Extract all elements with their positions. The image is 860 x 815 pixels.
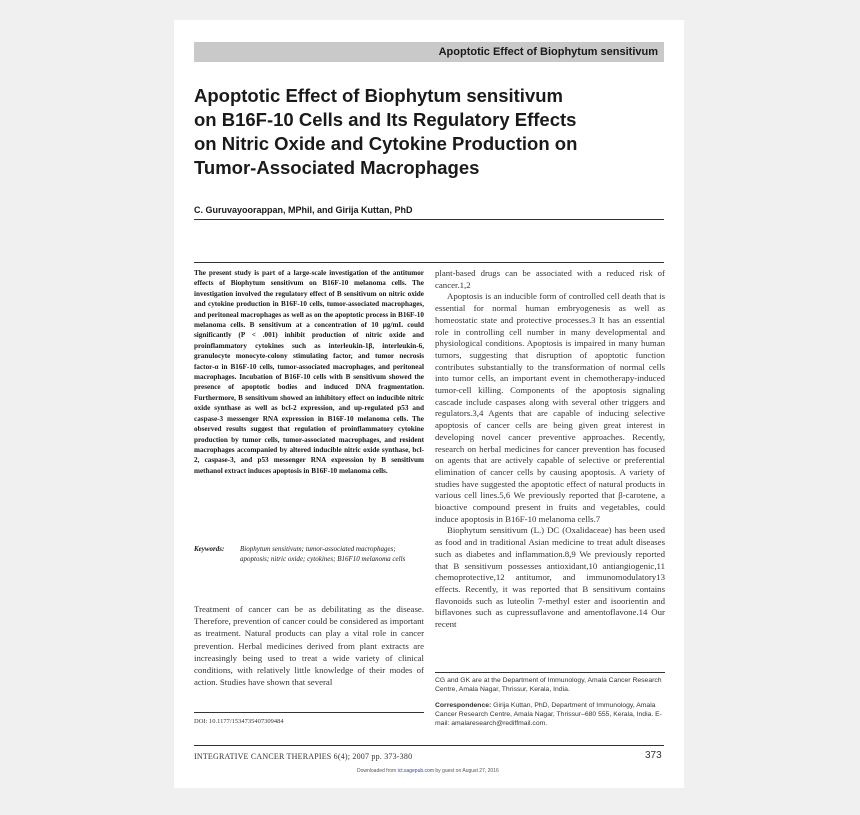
footnote-correspondence: [435, 701, 665, 728]
title-line-2: on B16F-10 Cells and Its Regulatory Effects: [194, 109, 577, 130]
doi: DOI: 10.1177/1534735407309484: [194, 718, 284, 725]
keywords-label: Keywords:: [194, 545, 225, 553]
rule-under-authors: [194, 219, 664, 220]
rule-above-abstract: [194, 262, 664, 263]
rule-above-footnotes: [435, 672, 665, 673]
footer-journal: INTEGRATIVE CANCER THERAPIES 6(4); 2007 pp. 373-380: [194, 752, 413, 761]
title-line-1: Apoptotic Effect of Biophytum sensitivum: [194, 85, 563, 106]
rule-above-doi: [194, 712, 424, 713]
authors: C. Guruvayoorappan, MPhil, and Girija Kuttan, PhD: [194, 205, 413, 215]
keywords-text: Biophytum sensitivum; tumor-associated macrophages; apoptosis; nitric oxide; cytokines; B16F10 melanoma cells: [240, 545, 406, 563]
page-number: 373: [645, 750, 662, 761]
right-paragraph-1: plant-based drugs can be associated with a reduced risk of cancer.1,2: [435, 268, 665, 290]
download-suffix: by guest on August 27, 2016: [435, 768, 499, 774]
download-notice: [357, 768, 499, 774]
title-line-4: Tumor-Associated Macrophages: [194, 157, 480, 178]
footnote-affiliation: CG and GK are at the Department of Immunology, Amala Cancer Research Centre, Amala Nagar, Thrissur, Kerala, India.: [435, 677, 662, 693]
download-link[interactable]: ict.sagepub.com: [397, 768, 434, 774]
title-line-3: on Nitric Oxide and Cytokine Production on: [194, 133, 578, 154]
running-head: Apoptotic Effect of Biophytum sensitivum: [194, 42, 664, 62]
rule-above-footer: [194, 745, 664, 746]
right-paragraph-2: Apoptosis is an inducible form of controlled cell death that is essential for normal human embryogenesis as well as homeostatic state and protective processes.3 It has an essential role in controlling cell number in many developmental and physiological conditions. Apoptosis is impaired in many human tumors, suggesting that disruption of apoptotic function contributes substantially to the transformation of normal cells into tumor cells, an important event in chemotherapy-induced tumor-cell killing. Components of the apoptosis signaling cascade include caspases along with several other triggers and regulators.3,4 Agents that are capable of inducing selective apoptosis of cancer cells are being given great interest in developing novel cancer preventive approaches. Recently, research on herbal medicines for cancer prevention has focused on agents that are actively capable of selective or preferential elimination of cancer cells by causing apoptosis. A variety of studies have suggested the apoptotic effect of natural products in various cell lines.5,6 We previously reported that β-carotene, a bioactive compound present in fruits and vegetables, could induce apoptosis in B16F-10 melanoma cells.7: [435, 291, 665, 524]
right-paragraph-3: Biophytum sensitivum (L.) DC (Oxalidaceae) has been used as food and in traditional Asian medicine to treat adult diseases such as diabetes and inflammation.8,9 We previously reported that B sensitivum possesses antioxidant,10 antiangiogenic,11 chemoprotective,12 antitumor, and immunomodulatory13 effects. Recently, it was reported that B sensitivum contains flavonoids such as luteolin 7-methyl ester and isoorientin and biflavones such as cupressuflavone and amentoflavone.14 Our recent: [435, 525, 665, 630]
intro-paragraph: Treatment of cancer can be as debilitating as the disease. Therefore, prevention of cancer could be considered as important as treatment. Natural products can play a vital role in cancer prevention. Herbal medicines derived from plant extracts are increasingly being used to treat a wide variety of clinical conditions, with relatively little knowledge of their modes of action. Studies have shown that several: [194, 604, 424, 688]
right-column: [435, 268, 665, 631]
correspondence-text: Girija Kuttan, PhD, Department of Immunology, Amala Cancer Research Centre, Amala Nagar, Thrissur–680 555, Kerala, India. E-mail: amalaresearch@rediffmail.com.: [435, 702, 662, 727]
keywords-block: [194, 544, 424, 564]
download-prefix: Downloaded from: [357, 768, 397, 774]
correspondence-label: Correspondence:: [435, 702, 492, 709]
article-title: [194, 84, 664, 180]
abstract: The present study is part of a large-scale investigation of the antitumor effects of Biophytum sensitivum on B16F-10 melanoma cells. The investigation involved the regulatory effect of B sensitivum on nitric oxide and cytokine production in B16F-10 cells, tumor-associated macrophages, and peritoneal macrophages as well as on the apoptotic process in B16F-10 melanoma cells. B sensitivum at a concentration of 10 μg/mL could significantly (P < .001) inhibit production of nitric oxide and proinflammatory cytokines such as interleukin-1β, interleukin-6, granulocyte monocyte-colony stimulating factor, and tumor necrosis factor-α in B16F-10 cells, tumor-associated macrophages, and peritoneal macrophages. Incubation of B16F-10 cells with B sensitivum showed the presence of apoptotic bodies and induced DNA fragmentation. Furthermore, B sensitivum showed an inhibitory effect on inducible nitric oxide synthase as well as bcl-2 expression, and up-regulated p53 and caspase-3 messenger RNA expression in B16F-10 melanoma cells. The observed results suggest that regulation of proinflammatory cytokine production by tumor cells, tumor-associated macrophages, and resident macrophages accompanied by altered inducible nitric oxide synthase, bcl-2, caspase-3, and p53 messenger RNA expression by B sensitivum methanol extract induces apoptosis in B16F-10 melanoma cells.: [194, 269, 424, 475]
